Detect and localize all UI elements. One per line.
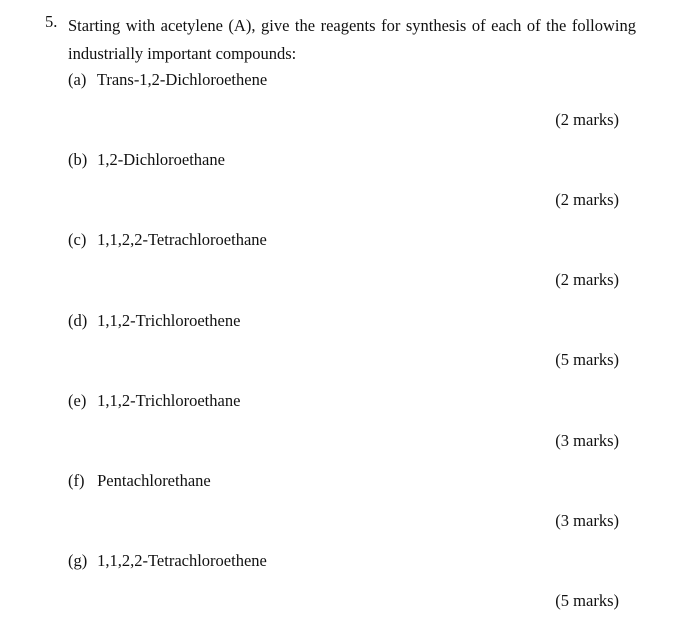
- part-letter: (c): [68, 230, 87, 249]
- marks-e: (3 marks): [555, 431, 619, 450]
- part-letter: (g): [68, 551, 88, 570]
- part-letter: (d): [68, 311, 88, 330]
- compound-name: 1,1,2-Trichloroethane: [97, 391, 241, 410]
- compound-name: Pentachlorethane: [97, 471, 211, 490]
- marks-a: (2 marks): [555, 110, 619, 129]
- part-letter: (e): [68, 391, 87, 410]
- part-letter: (a): [68, 70, 87, 89]
- compound-name: 1,1,2,2-Tetrachloroethene: [97, 551, 267, 570]
- part-d: [68, 311, 240, 331]
- marks-g: (5 marks): [555, 591, 619, 610]
- marks-f: (3 marks): [555, 511, 619, 530]
- compound-name: 1,1,2-Trichloroethene: [97, 311, 241, 330]
- question-stem: Starting with acetylene (A), give the reagents for synthesis of each of the following industrially important compounds:: [68, 16, 636, 63]
- part-f: [68, 471, 211, 491]
- part-e: [68, 391, 240, 411]
- compound-name: 1,2-Dichloroethane: [97, 150, 225, 169]
- compound-name: Trans-1,2-Dichloroethene: [96, 70, 268, 89]
- part-letter: (f): [68, 471, 85, 490]
- part-letter: (b): [68, 150, 88, 169]
- compound-name: 1,1,2,2-Tetrachloroethane: [97, 230, 267, 249]
- question-number: 5.: [45, 12, 58, 31]
- marks-d: (5 marks): [555, 350, 619, 369]
- marks-b: (2 marks): [555, 190, 619, 209]
- part-a: [68, 70, 267, 90]
- part-g: [68, 551, 267, 571]
- marks-c: (2 marks): [555, 270, 619, 289]
- part-b: [68, 150, 225, 170]
- part-c: [68, 230, 267, 250]
